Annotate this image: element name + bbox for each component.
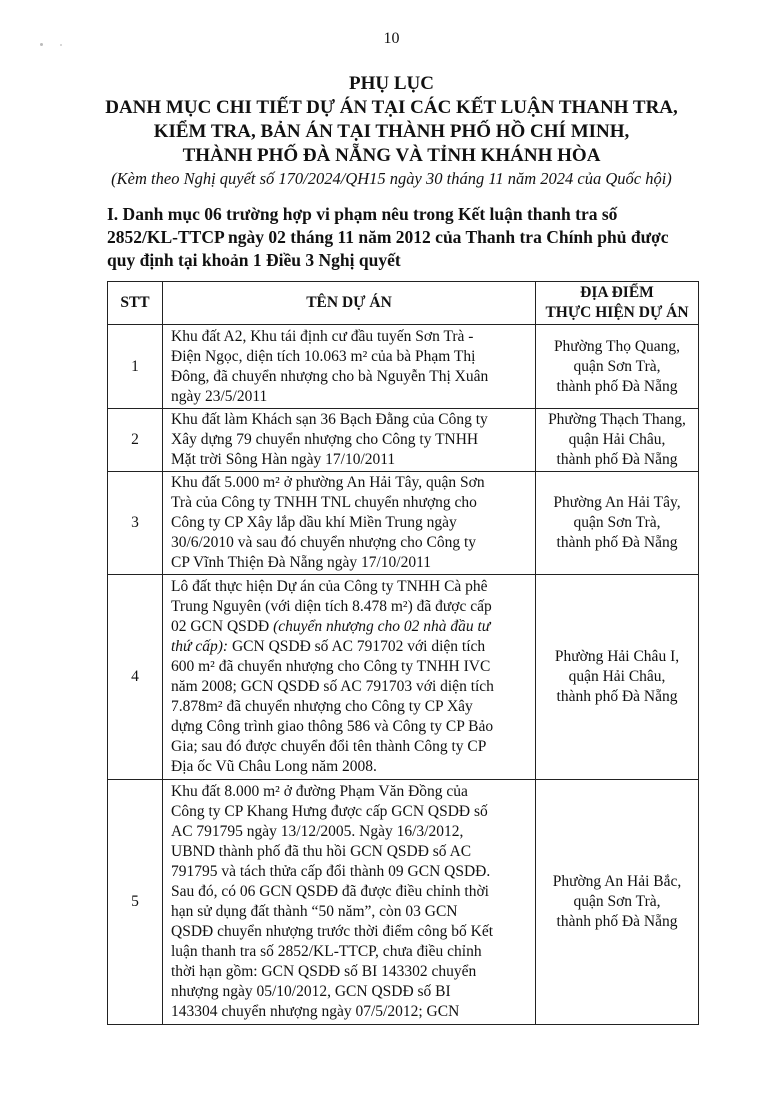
project-name-line: Lô đất thực hiện Dự án của Công ty TNHH Cà phê <box>171 578 488 595</box>
project-name-line: Xây dựng 79 chuyển nhượng cho Công ty TNHH <box>171 431 479 448</box>
title-line: KIỂM TRA, BẢN ÁN TẠI THÀNH PHỐ HỒ CHÍ MINH, <box>153 121 630 142</box>
header-location-line: THỰC HIỆN DỰ ÁN <box>545 304 689 321</box>
location-line: quận Sơn Trà, <box>573 893 661 910</box>
cell-project-name <box>163 780 536 1025</box>
project-name-line: 30/6/2010 và sau đó chuyển nhượng cho Công ty <box>171 534 477 551</box>
location-line: Phường An Hải Tây, <box>553 494 681 511</box>
location-line: thành phố Đà Nẵng <box>556 534 678 551</box>
location-line: thành phố Đà Nẵng <box>556 451 678 468</box>
section-heading <box>107 203 687 272</box>
header-stt: STT <box>108 282 163 325</box>
location-line: thành phố Đà Nẵng <box>556 913 678 930</box>
project-name-line: luận thanh tra số 2852/KL-TTCP, chưa điều chỉnh <box>171 943 482 960</box>
project-name-italic-text: thứ cấp): <box>171 638 229 655</box>
project-name-line: Địa ốc Vũ Châu Long năm 2008. <box>171 758 377 775</box>
project-name-line: năm 2008; GCN QSDĐ số AC 791703 với diện tích <box>171 678 494 695</box>
location-line: thành phố Đà Nẵng <box>556 688 678 705</box>
cell-project-name <box>163 472 536 575</box>
project-name-line <box>171 617 529 637</box>
project-name-line: 600 m² đã chuyển nhượng cho Công ty TNHH IVC <box>171 658 491 675</box>
section-heading-line: I. Danh mục 06 trường hợp vi phạm nêu trong Kết luận thanh tra số <box>107 204 618 224</box>
project-name-line: hạn sử dụng đất thành “50 năm”, còn 03 GCN <box>171 903 458 920</box>
project-name-line <box>171 637 529 657</box>
page-number: 10 <box>383 30 400 47</box>
location-line: Phường Hải Châu I, <box>554 648 680 665</box>
project-name-line: Trà của Công ty TNHH TNL chuyển nhượng cho <box>171 494 477 511</box>
cell-location <box>536 780 699 1025</box>
appendix-subtitle: (Kèm theo Nghị quyết số 170/2024/QH15 ngày 30 tháng 11 năm 2024 của Quốc hội) <box>111 169 672 188</box>
cell-stt: 3 <box>108 472 163 575</box>
project-name-line: QSDĐ chuyển nhượng trước thời điểm công bố Kết <box>171 923 494 940</box>
project-name-line: 143304 chuyển nhượng ngày 07/5/2012; GCN <box>171 1003 460 1020</box>
appendix-title <box>100 72 683 168</box>
project-name-line: Khu đất 5.000 m² ở phường An Hải Tây, quận Sơn <box>171 474 485 491</box>
section-heading-line: quy định tại khoản 1 Điều 3 Nghị quyết <box>107 250 401 270</box>
location-line: Phường Thạch Thang, <box>548 411 686 428</box>
cell-location <box>536 325 699 409</box>
cell-location <box>536 409 699 472</box>
cell-project-name <box>163 575 536 780</box>
project-name-line: Điện Ngọc, diện tích 10.063 m² của bà Phạm Thị <box>171 347 476 365</box>
cell-stt: 2 <box>108 409 163 472</box>
project-name-line: Khu đất làm Khách sạn 36 Bạch Đằng của Công ty <box>171 411 488 428</box>
project-name-line: 791795 và tách thửa cấp đổi thành 09 GCN QSDĐ. <box>171 863 491 880</box>
project-name-line: nhượng ngày 05/10/2012, GCN QSDĐ số BI <box>171 983 451 1000</box>
project-name-line: Gia; sau đó được chuyển đổi tên thành Công ty CP <box>171 738 487 755</box>
project-name-italic-text: (chuyển nhượng cho 02 nhà đầu tư <box>273 618 491 635</box>
table-row <box>108 780 699 1025</box>
project-name-text: 02 GCN QSDĐ <box>171 618 274 635</box>
location-line: quận Sơn Trà, <box>573 357 661 375</box>
table-row <box>108 325 699 409</box>
header-location-line: ĐỊA ĐIỂM <box>580 284 654 301</box>
project-table <box>107 281 699 1025</box>
title-line: PHỤ LỤC <box>349 73 434 94</box>
table-row <box>108 575 699 780</box>
header-location <box>536 282 699 325</box>
location-line: quận Hải Châu, <box>568 668 666 685</box>
project-name-line: Khu đất A2, Khu tái định cư đầu tuyến Sơn Trà - <box>171 327 474 345</box>
project-name-line: Công ty CP Khang Hưng được cấp GCN QSDĐ số <box>171 803 488 820</box>
cell-stt: 4 <box>108 575 163 780</box>
table-header-row <box>108 282 699 325</box>
project-name-line: ngày 23/5/2011 <box>171 387 268 405</box>
project-name-line: Đông, đã chuyển nhượng cho bà Nguyễn Thị Xuân <box>171 367 489 385</box>
project-name-line: 7.878m² đã chuyển nhượng cho Công ty CP Xây <box>171 698 473 715</box>
cell-stt: 1 <box>108 325 163 409</box>
table-row <box>108 409 699 472</box>
location-line: Phường Thọ Quang, <box>553 337 681 355</box>
title-line: THÀNH PHỐ ĐÀ NẴNG VÀ TỈNH KHÁNH HÒA <box>182 145 601 166</box>
section-heading-line: 2852/KL-TTCP ngày 02 tháng 11 năm 2012 của Thanh tra Chính phủ được <box>107 227 669 247</box>
project-name-line: Khu đất 8.000 m² ở đường Phạm Văn Đồng của <box>171 783 468 800</box>
cell-project-name <box>163 409 536 472</box>
location-line: quận Hải Châu, <box>568 431 666 448</box>
project-name-line: CP Vĩnh Thiện Đà Nẵng ngày 17/10/2011 <box>171 554 432 571</box>
location-line: Phường An Hải Bắc, <box>552 873 682 890</box>
cell-location <box>536 472 699 575</box>
cell-project-name <box>163 325 536 409</box>
project-name-line: dựng Công trình giao thông 586 và Công ty CP Bảo <box>171 718 494 735</box>
project-name-text: GCN QSDĐ số AC 791702 với diện tích <box>228 638 486 655</box>
project-name-line: Sau đó, có 06 GCN QSDĐ đã được điều chỉnh thời <box>171 883 489 900</box>
project-name-line: AC 791795 ngày 13/12/2005. Ngày 16/3/2012, <box>171 823 464 840</box>
location-line: quận Sơn Trà, <box>573 514 661 531</box>
project-name-line: UBND thành phố đã thu hồi GCN QSDĐ số AC <box>171 843 472 860</box>
title-line: DANH MỤC CHI TIẾT DỰ ÁN TẠI CÁC KẾT LUẬN THANH TRA, <box>105 97 678 118</box>
table-row <box>108 472 699 575</box>
header-project-name: TÊN DỰ ÁN <box>163 282 536 325</box>
project-name-line: thời hạn gồm: GCN QSDĐ số BI 143302 chuyển <box>171 963 477 980</box>
project-name-line: Công ty CP Xây lắp dầu khí Miền Trung ngày <box>171 514 457 531</box>
project-name-line: Trung Nguyên (với diện tích 8.478 m²) đã được cấp <box>171 598 492 615</box>
location-line: thành phố Đà Nẵng <box>556 377 678 395</box>
cell-location <box>536 575 699 780</box>
project-name-line: Mặt trời Sông Hàn ngày 17/10/2011 <box>171 451 396 468</box>
cell-stt: 5 <box>108 780 163 1025</box>
